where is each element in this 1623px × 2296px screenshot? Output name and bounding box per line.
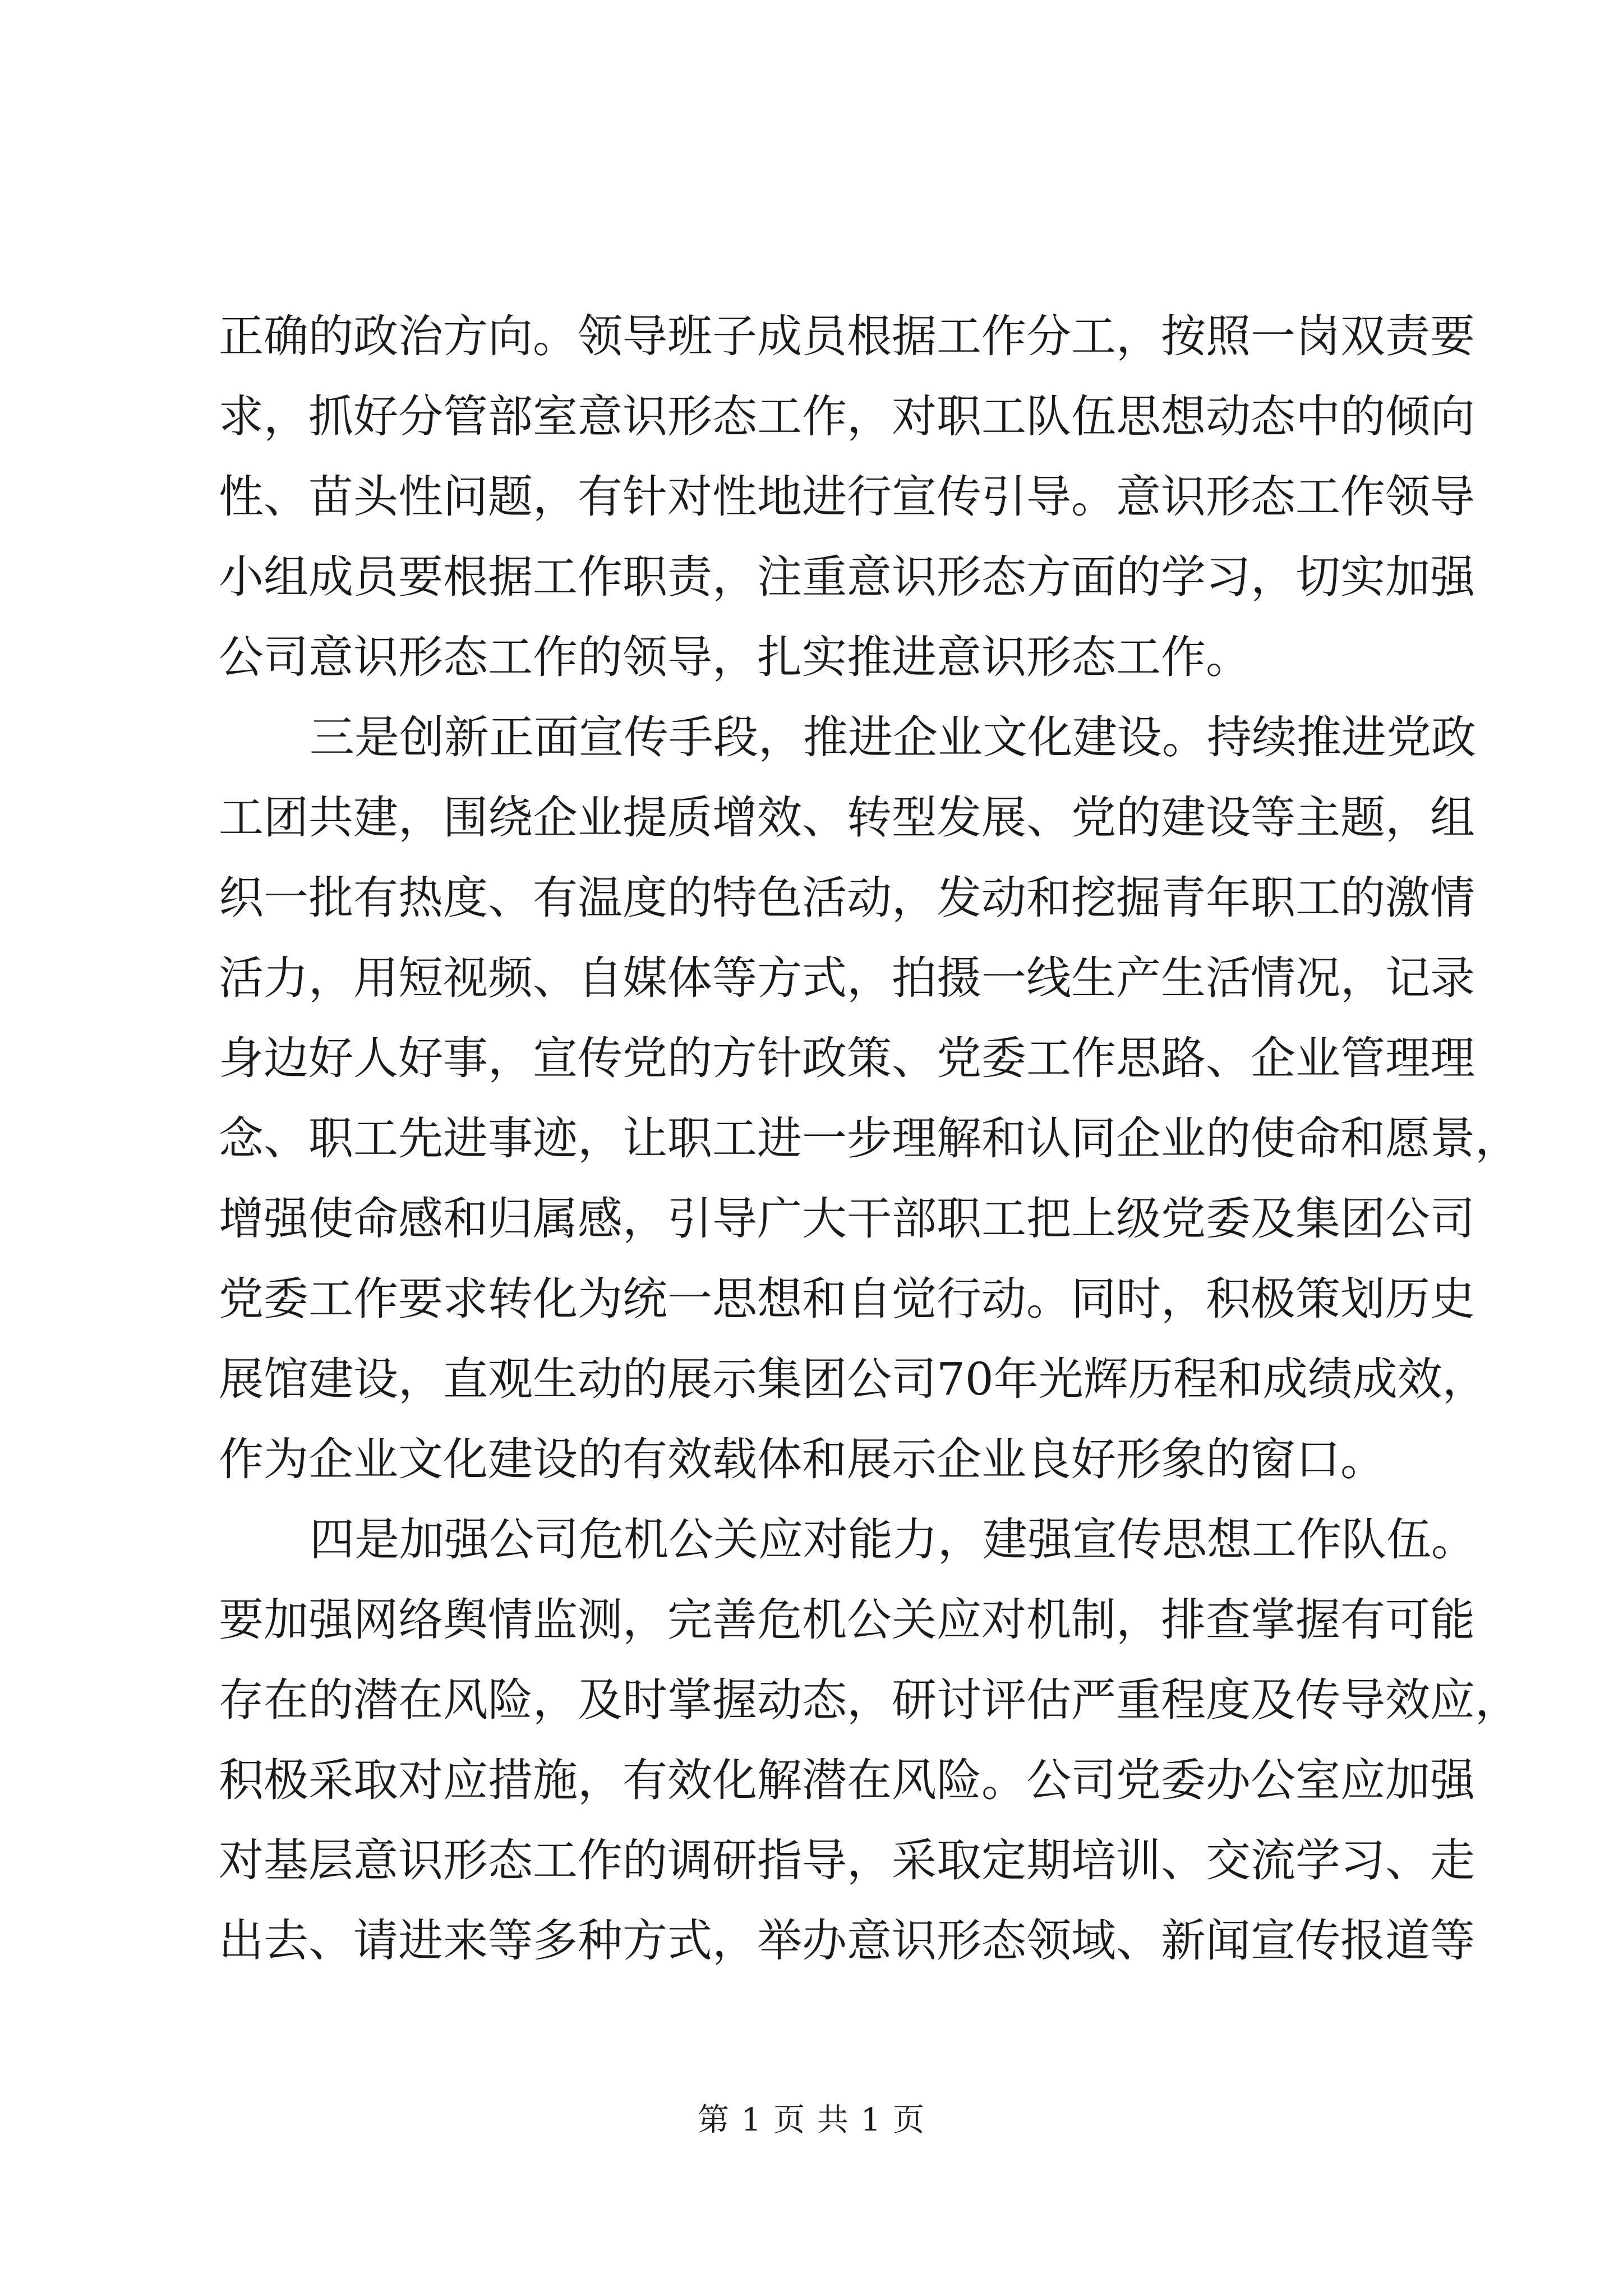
text-line: 身边好人好事，宣传党的方针政策、党委工作思路、企业管理理 — [219, 1032, 1475, 1084]
text-line: 党委工作要求转化为统一思想和自觉行动。同时，积极策划历史 — [219, 1273, 1475, 1325]
text-line: 念、职工先进事迹，让职工进一步理解和认同企业的使命和愿景， — [219, 1112, 1520, 1165]
text-line: 增强使命感和归属感，引导广大干部职工把上级党委及集团公司 — [219, 1193, 1475, 1245]
text-line: 求，抓好分管部室意识形态工作，对职工队伍思想动态中的倾向 — [219, 390, 1475, 443]
document-body — [219, 296, 1520, 1981]
text-line: 要加强网络舆情监测，完善危机公关应对机制，排查掌握有可能 — [219, 1594, 1475, 1646]
text-line: 作为企业文化建设的有效载体和展示企业良好形象的窗口。 — [219, 1433, 1385, 1485]
text-line: 工团共建，围绕企业提质增效、转型发展、党的建设等主题，组 — [219, 792, 1475, 844]
text-line: 对基层意识形态工作的调研指导，采取定期培训、交流学习、走 — [219, 1834, 1475, 1887]
text-line: 出去、请进来等多种方式，举办意识形态领域、新闻宣传报道等 — [219, 1915, 1475, 1967]
text-line: 公司意识形态工作的领导，扎实推进意识形态工作。 — [219, 631, 1251, 683]
text-line: 性、苗头性问题，有针对性地进行宣传引导。意识形态工作领导 — [219, 471, 1475, 523]
text-line: 三是创新正面宣传手段，推进企业文化建设。持续推进党政 — [310, 711, 1476, 763]
text-line: 展馆建设，直观生动的展示集团公司70年光辉历程和成绩成效， — [219, 1353, 1487, 1405]
text-line: 正确的政治方向。领导班子成员根据工作分工，按照一岗双责要 — [219, 310, 1475, 362]
text-line: 织一批有热度、有温度的特色活动，发动和挖掘青年职工的激情 — [219, 872, 1475, 924]
text-line: 存在的潜在风险，及时掌握动态，研讨评估严重程度及传导效应， — [219, 1674, 1520, 1726]
text-line: 积极采取对应措施，有效化解潜在风险。公司党委办公室应加强 — [219, 1754, 1475, 1806]
page-footer: 第 1 页 共 1 页 — [697, 2102, 926, 2138]
text-line: 活力，用短视频、自媒体等方式，拍摄一线生产生活情况，记录 — [219, 952, 1475, 1004]
text-line: 小组成员要根据工作职责，注重意识形态方面的学习，切实加强 — [219, 551, 1475, 603]
text-line: 四是加强公司危机公关应对能力，建强宣传思想工作队伍。 — [310, 1513, 1476, 1566]
